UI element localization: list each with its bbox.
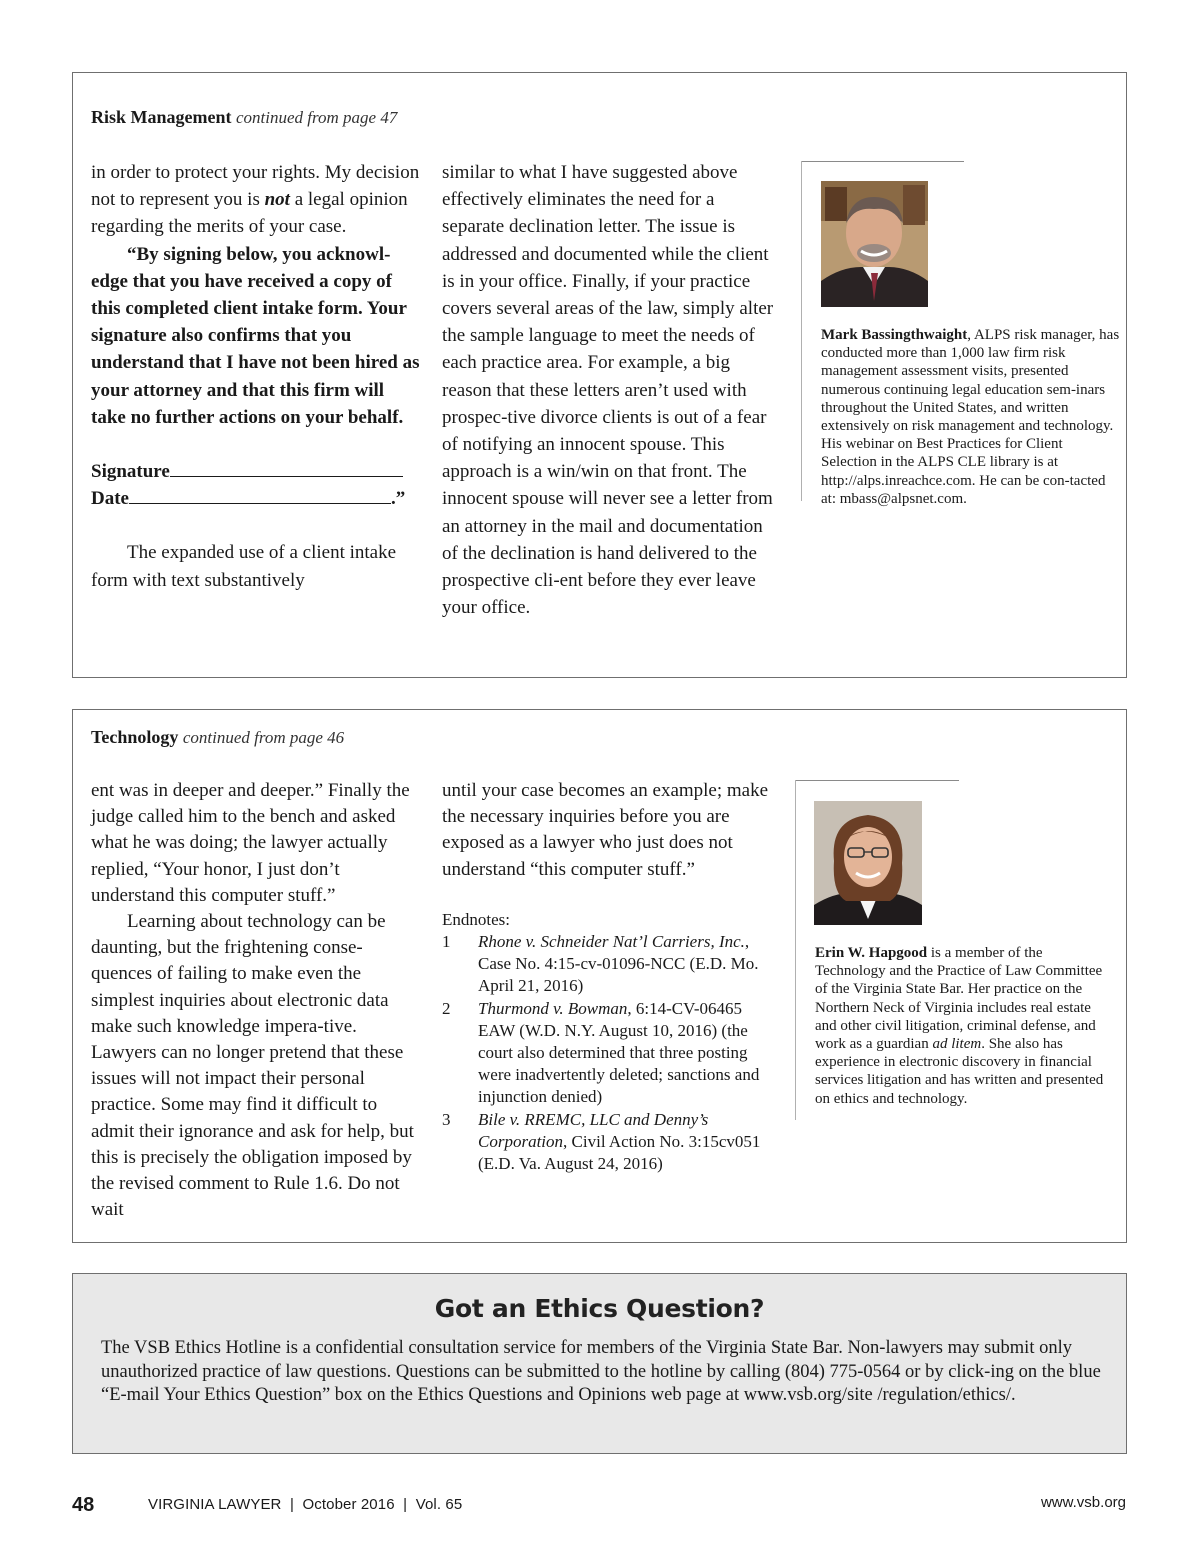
technology-heading-title: Technology [91, 727, 179, 747]
risk-column-2 [442, 159, 777, 621]
technology-column-2 [442, 778, 777, 1175]
risk-heading-title: Risk Management [91, 107, 232, 127]
emphasis-ad-litem: ad litem [932, 1036, 982, 1053]
technology-paragraph-2: Learning about technology can be daunting, but the frightening conse-quences of failing to make even the simplest inquiries about electronic data make such knowledge impera-tive. Lawyers can no longer pretend that these issues will not impact their personal practice. Some may find it difficult to admit their ignorance and ask for help, but this is precisely the obligation imposed by the revised comment to Rule 1.6. Do not wait [91, 911, 414, 1221]
risk-author-bio: Mark Bassingthwaight, ALPS risk manager, has conducted more than 1,000 law firm risk management assessment visits, presented numerous continuing legal education sem-inars throughout the United States, and written extensively on risk management and technology. His webinar on Best Practices for Client Selection in the ALPS CLE library is at http://alps.inreachce.com. He can be con-tacted at: mbass@alpsnet.com. [821, 327, 1120, 507]
bio-side-rule [795, 780, 796, 1120]
footer-url: www.vsb.org [1040, 1494, 1126, 1511]
risk-paragraph-1: in order to protect your rights. My decision not to represent you is not a legal opinion regarding the merits of your case. [91, 162, 420, 238]
publication-info: VIRGINIA LAWYER | October 2016 | Vol. 65 [148, 1496, 463, 1513]
emphasis-not: not [264, 189, 290, 211]
bio-top-rule [795, 780, 959, 781]
risk-paragraph-3: similar to what I have suggested above effectively eliminates the need for a separate declination letter. The issue is addressed and documented while the client is in your office. Finally, if your practice covers several areas of the law, simply alter the sample language to meet the needs of each practice area. For example, a big reason that these letters aren’t used with prospec-tive divorce clients is out of a fear of notifying an innocent spouse. This approach is a win/win on that front. The innocent spouse will never see a letter from an attorney in the mail and documentation of the declination is hand delivered to the prospective cli-ent before they ever leave your office. [442, 162, 774, 619]
ethics-callout-title: Got an Ethics Question? [434, 1294, 765, 1323]
ethics-callout-body: The VSB Ethics Hotline is a confidential consultation service for members of the Virginia State Bar. Non-lawyers may submit only unauthorized practice of law questions. Questions can be submitted to the hotline by calling (804) 775-0564 or by click-ing on the blue “E-mail Your Ethics Question” box on the Ethics Questions and Opinions web page at www.vsb.org/site /regulation/ethics/. [101, 1338, 1101, 1405]
technology-paragraph-3: until your case becomes an example; make the necessary inquiries before you are exposed as a lawyer who just does not understand “this computer stuff.” [442, 780, 769, 880]
risk-heading-continued: continued from page 47 [236, 108, 398, 127]
author-photo-erin-hapgood [814, 801, 922, 925]
technology-heading [91, 727, 344, 748]
endnote-item: 3 Bile v. RREMC, LLC and Denny’s Corporation, Civil Action No. 3:15cv051 (E.D. Va. August 24, 2016) [442, 1109, 761, 1174]
endnote-item: 2 Thurmond v. Bowman, 6:14-CV-06465 EAW (W.D. N.Y. August 10, 2016) (the court also determined that three posting were inadvertently deleted; sanctions and injunction denied) [442, 998, 760, 1107]
bio-top-rule [801, 161, 964, 162]
endnotes-label: Endnotes: [442, 909, 510, 929]
endnote-item: 1 Rhone v. Schneider Nat’l Carriers, Inc., Case No. 4:15-cv-01096-NCC (E.D. Mo. April 21, 2016) [442, 932, 759, 996]
technology-paragraph-1: ent was in deeper and deeper.” Finally the judge called him to the bench and asked what he was doing; the lawyer actually replied, “Your honor, I just don’t understand this computer stuff.” [91, 780, 410, 906]
technology-author-name: Erin W. Hapgood [815, 945, 928, 961]
bio-side-rule [801, 161, 802, 501]
date-line: Date .” [91, 488, 406, 510]
author-photo-mark-bassingthwaight [821, 181, 928, 307]
intake-form-quote: “By signing below, you acknowl-edge that you have received a copy of this completed client intake form. Your signature also confirms that you understand that I have not been hired as your attorney and that this firm will take no further actions on your behalf. [91, 243, 420, 428]
risk-author-name: Mark Bassingthwaight [821, 327, 968, 343]
risk-column-1 [91, 159, 421, 594]
page-number: 48 [72, 1494, 95, 1516]
technology-author-bio: Erin W. Hapgood is a member of the Technology and the Practice of Law Committee of the Virginia State Bar. Her practice on the Northern Neck of Virginia includes real estate and other civil litigation, criminal defense, and work as a guardian ad litem. She also has experience in electronic discovery in financial services litigation and has written and presented on ethics and technology. [815, 945, 1104, 1107]
technology-heading-continued: continued from page 46 [182, 728, 345, 747]
risk-heading [91, 107, 397, 128]
signature-line: Signature [91, 458, 421, 485]
technology-column-1 [91, 778, 421, 1223]
endnotes [442, 909, 777, 1175]
technology-box [72, 709, 1127, 1243]
risk-paragraph-2: The expanded use of a client intake form with text substantively [91, 542, 397, 591]
risk-management-box [72, 72, 1127, 678]
ethics-callout [72, 1273, 1127, 1454]
